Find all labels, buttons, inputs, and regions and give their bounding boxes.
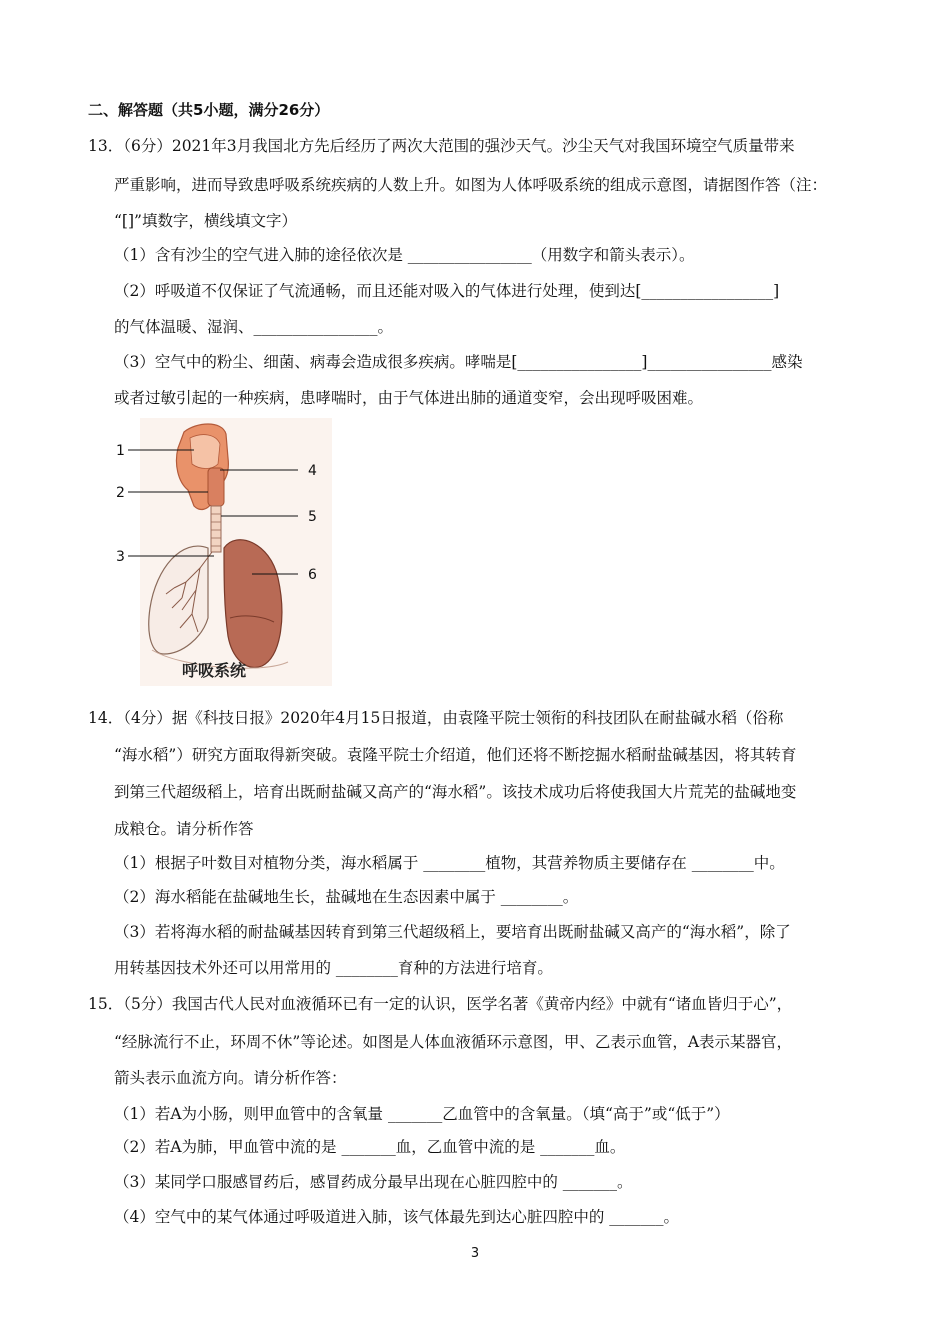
label-5: 5	[308, 509, 317, 525]
q14-sub-3a: （3）若将海水稻的耐盐碱基因转育到第三代超级稻上，要培育出既耐盐碱又高产的“海水稻”，除了	[114, 923, 791, 941]
q15-sub-3: （3）某同学口服感冒药后，感冒药成分最早出现在心脏四腔中的 _______。	[114, 1173, 633, 1191]
q13-sub-3a: （3）空气中的粉尘、细菌、病毒会造成很多疾病。哮喘是[________________]________________感染	[114, 353, 803, 371]
q15-sub-1: （1）若A为小肠，则甲血管中的含氧量 _______乙血管中的含氧量。（填“高于”或“低于”）	[114, 1105, 730, 1123]
q15-sub-2: （2）若A为肺，甲血管中流的是 _______血，乙血管中流的是 _______血。	[114, 1138, 626, 1156]
q15-line-1: 15．（5分）我国古代人民对血液循环已有一定的认识，医学名著《黄帝内经》中就有“诸血皆归于心”，	[88, 995, 793, 1013]
figure-caption: 呼吸系统	[182, 661, 247, 680]
q14-line-3: 到第三代超级稻上，培育出既耐盐碱又高产的“海水稻”。该技术成功后将使我国大片荒芜的盐碱地变	[114, 783, 797, 801]
q14-sub-3b: 用转基因技术外还可以用常用的 ________育种的方法进行培育。	[114, 959, 553, 977]
q13-line-1: 13．（6分）2021年3月我国北方先后经历了两次大范围的强沙天气。沙尘天气对我国环境空气质量带来	[88, 137, 795, 155]
section-title: 二、解答题（共5小题，满分26分）	[88, 101, 330, 119]
q15-line-3: 箭头表示血流方向。请分析作答：	[114, 1069, 347, 1087]
q14-sub-2: （2）海水稻能在盐碱地生长，盐碱地在生态因素中属于 ________。	[114, 888, 579, 906]
q13-line-2: 严重影响，进而导致患呼吸系统疾病的人数上升。如图为人体呼吸系统的组成示意图，请据图作答（注：	[114, 176, 828, 194]
label-1: 1	[116, 443, 125, 459]
q14-sub-1: （1）根据子叶数目对植物分类，海水稻属于 ________植物，其营养物质主要储存在 ________中。	[114, 854, 785, 872]
q13-sub-3b: 或者过敏引起的一种疾病，患哮喘时，由于气体进出肺的通道变窄，会出现呼吸困难。	[114, 389, 704, 407]
q15-line-2: “经脉流行不止，环周不休”等论述。如图是人体血液循环示意图，甲、乙表示血管，A表示某器官，	[114, 1033, 793, 1051]
label-6: 6	[308, 567, 317, 583]
q13-sub-2a: （2）呼吸道不仅保证了气流通畅，而且还能对吸入的气体进行处理，使到达[_________________]	[114, 282, 780, 300]
label-4: 4	[308, 463, 317, 479]
q13-sub-2b: 的气体温暖、湿润、________________。	[114, 318, 394, 336]
trachea-shape	[211, 506, 221, 552]
q13-sub-1: （1）含有沙尘的空气进入肺的途径依次是 ________________（用数字和箭头表示）。	[114, 246, 695, 264]
label-2: 2	[116, 485, 125, 501]
respiratory-system-figure	[112, 418, 332, 686]
q15-sub-4: （4）空气中的某气体通过呼吸道进入肺，该气体最先到达心脏四腔中的 _______。	[114, 1208, 680, 1226]
page-number: 3	[470, 1246, 480, 1261]
q14-line-2: “海水稻”）研究方面取得新突破。袁隆平院士介绍道，他们还将不断挖掘水稻耐盐碱基因，将其转育	[114, 746, 797, 764]
q14-line-1: 14．（4分）据《科技日报》2020年4月15日报道，由袁隆平院士领衔的科技团队在耐盐碱水稻（俗称	[88, 709, 784, 727]
label-3: 3	[116, 549, 125, 565]
q14-line-4: 成粮仓。请分析作答	[114, 820, 254, 838]
q13-line-3: “[]”填数字，横线填文字）	[114, 212, 297, 230]
